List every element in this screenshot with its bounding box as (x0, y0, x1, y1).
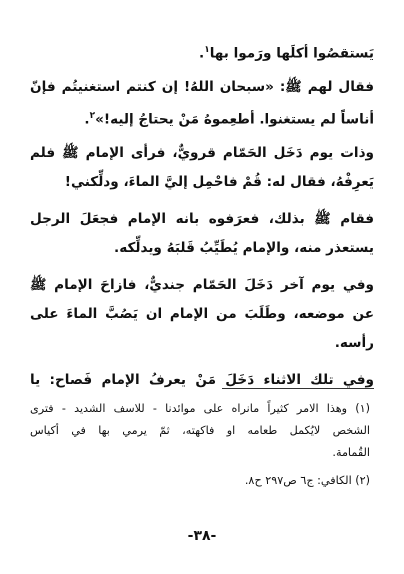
main-text (30, 36, 374, 395)
line-text: أناساً لم يستغنوا. أطعِموهُ مَنْ يحتاجُ إليه!» (95, 111, 374, 128)
text-line: رأسه. (334, 335, 374, 351)
footnote-line: الشخص لايُكمل طعامه او فاكهته، ثمّ يرمي بها في أكياس (30, 424, 370, 437)
text-line: عن موضعه، وطَلَبَ من الإمام ان يَصُبَّ الماءَ على (30, 306, 374, 322)
line-end: . (84, 111, 90, 128)
page-number: -٣٨- (187, 528, 217, 544)
text-line: فقام ﷺ بذلك، فعرَفوه بانه الإمام فجعَلَ الرجل (30, 211, 374, 227)
text-line: يَعرِفْهُ، فقال له: قُمْ فاحْمِل إليَّ الماءَ، ودلِّكني! (64, 174, 374, 190)
footnotes (30, 398, 370, 492)
text-line (30, 102, 374, 131)
footnote-ref: ٢ (89, 111, 96, 121)
text-line: وفي تلك الاثناء دَخَلَ مَنْ يعرفُ الإمام فَصاح: يا (30, 372, 374, 388)
text-line: فقال لهم ﷺ: «سبحان اللهُ! إن كنتم استغنيتُم فإنّ (30, 79, 374, 95)
footnote-line: (٢) الكافي: ج٦ ص٢٩٧ ح٨. (244, 474, 370, 487)
line-text: يَستقصُوا أكلَها ورَموا بها (209, 45, 374, 62)
text-line: وذات يوم دَخَل الحَمّام قرويٌّ، فرأى الإمام ﷺ فلم (30, 145, 374, 161)
text-line: وفي يوم آخر دَخَلَ الحَمّام جنديٌّ، فازاحَ الإمام ﷺ (30, 277, 374, 293)
text-line (30, 36, 374, 65)
footnote-ref: ١ (204, 45, 210, 55)
footnote-line: القُمامة. (332, 446, 370, 459)
line-end: . (199, 45, 205, 62)
footnote-divider (222, 388, 374, 389)
text-line: يستعذر منه، والإمام يُطَيِّبُ قَلبَهُ ويدلِّكه. (114, 240, 374, 256)
footnote-line: (١) وهذا الامر كثيراً مانراه على موائدنا - للاسف الشديد - فترى (30, 402, 370, 415)
